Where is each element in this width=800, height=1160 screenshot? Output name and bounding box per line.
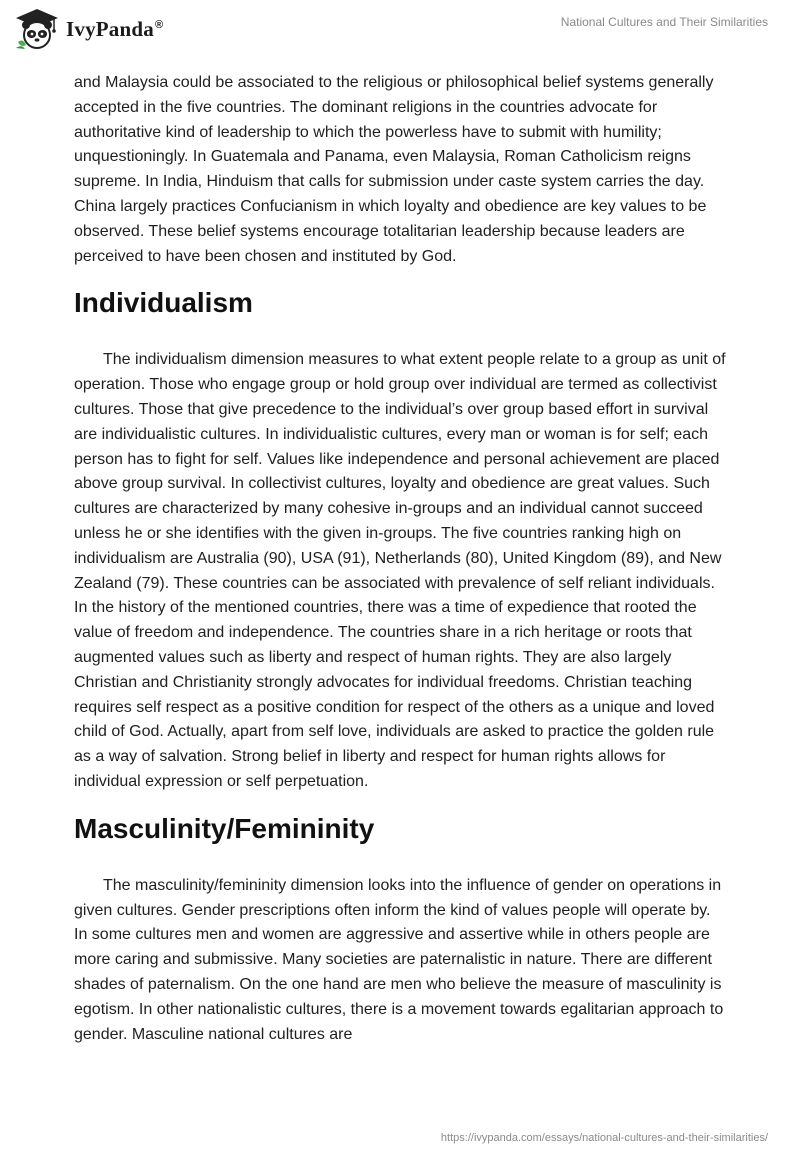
document-title: National Cultures and Their Similarities bbox=[560, 15, 768, 29]
paragraph-masculinity: The masculinity/femininity dimension looks into the influence of gender on operations in given cultures. Gender prescriptions often inform the kind of values people will operate by. In some cultures men and women are aggressive and assertive while in others people are more caring and submissive. Many societies are paternalistic in nature. There are different shades of paternalism. On the one hand are men who believe the measure of masculinity is egotism. In other nationalistic cultures, there is a movement towards egalitarian approach to gender. Masculine national cultures are bbox=[74, 876, 724, 1043]
registered-mark: ® bbox=[154, 18, 164, 31]
ivypanda-logo[interactable] bbox=[14, 8, 163, 50]
logo-wordmark: IvyPanda® bbox=[66, 16, 164, 41]
essay-content bbox=[74, 71, 726, 1047]
heading-individualism: Individualism bbox=[74, 287, 253, 319]
panda-graduate-icon bbox=[14, 8, 60, 50]
paragraph-intro: and Malaysia could be associated to the religious or philosophical belief systems generally accepted in the five countries. The dominant religions in the countries advocate for authoritative kind of leadership to which the powerless have to submit with humility; unquestioningly. In Guatemala and Panama, even Malaysia, Roman Catholicism reigns supreme. In India, Hinduism that calls for submission under caste system carries the day. China largely practices Confucianism in which loyalty and obedience are key values to be observed. These belief systems encourage totalitarian leadership because leaders are perceived to have been chosen and instituted by God. bbox=[74, 74, 714, 265]
source-url[interactable]: https://ivypanda.com/essays/national-cultures-and-their-similarities/ bbox=[440, 1132, 768, 1144]
page-header bbox=[0, 0, 800, 62]
heading-masculinity-femininity: Masculinity/Femininity bbox=[74, 812, 375, 844]
paragraph-individualism: The individualism dimension measures to what extent people relate to a group as unit of operation. Those who engage group or hold group over individual are termed as collectivist cultures. Those that give precedence to the individual’s over group based effort in survival are individualistic cultures. In individualistic cultures, every man or woman is for self; each person has to fight for self. Values like independence and personal achievement are placed above group survival. In collectivist cultures, loyalty and obedience are great values. Such cultures are characterized by many cohesive in-groups and an individual cannot succeed unless he or she identifies with the given in-groups. The five countries ranking high on individualism are Australia (90), USA (91), Netherlands (80), United Kingdom (89), and New Zealand (79). These countries can be associated with prevalence of self reliant individuals. In the history of the mentioned countries, there was a time of expedience that rooted the value of freedom and independence. The countries share in a rich heritage or roots that augmented values such as liberty and respect of human rights. They are also largely Christian and Christianity strongly advocates for individual freedoms. Christian teaching requires self respect as a positive condition for respect of the others as a unique and loved child of God. Actually, apart from self love, individuals are asked to practice the golden rule as a way of salvation. Strong belief in liberty and respect for human rights allows for individual expression or self perpetuation. bbox=[74, 351, 726, 790]
